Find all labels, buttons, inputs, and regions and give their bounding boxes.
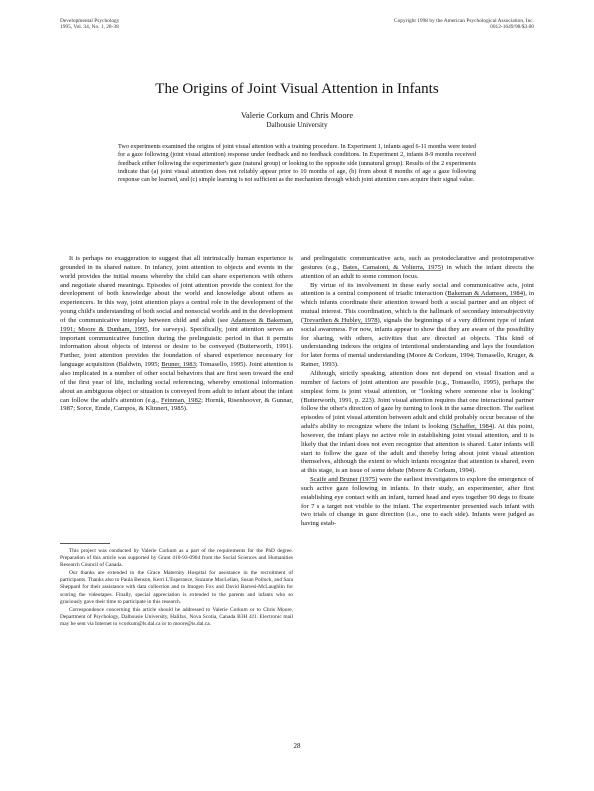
citation-link[interactable]: Adamson & Bakeman, 1991; Moore & Dunham, 1995	[60, 316, 294, 333]
abstract: Two experiments examined the origins of joint visual attention with a training procedure. In Experiment 1, infants aged 6-11 months were tested for a gaze following (joint visual attention) response under feedback and no feedback conditions. In Experiment 2, infants 8-9 months received feedback either following the experimenter's gaze (natural group) or looking to the opposite side (unnatural group). Results of the 2 experiments indicate that (a) joint visual attention does not reliably appear prior to 10 months of age, (b) from about 8 months of age a gaze following response can be learned, and (c) simple learning is not sufficient as the mechanism through which joint attention cues acquire their signal value.	[118, 143, 476, 183]
article-authors: Valerie Corkum and Chris Moore	[240, 111, 354, 120]
footnote: Correspondence concerning this article should be addressed to Valerie Corkum or to Chris Moore, Department of Psychology, Dalhousie University, Halifax, Nova Scotia, Canada B3H 4J1. Electronic mail may be sent via Internet to vcorkum@ls.dal.ca or to moore@is.dal.ca.	[60, 606, 293, 627]
body-paragraph: Although, strictly speaking, attention does not depend on visual fixation and a number of factors of joint attention are possible (e.g., Tomasello, 1995), perhaps the simplest form is joint visual attention, or "looking where someone else is looking" (Butterworth, 1991, p. 223). Joint visual attention requires that one interactional partner follow the other's direction of gaze by turning to look in the same direction. The earliest episodes of joint visual attention between adult and child probably occur because of the adult's ability to recognize where the infant is looking (Schaffer, 1984). At this point, however, the infant plays no active role in establishing joint visual attention, and it is likely that the infant does not even recognize that attention is shared. Later infants will start to follow the gaze of the adult and thereby bring about joint visual attention themselves, although the extent to which infants recognize that attention is shared, even at this stage, is an issue of some debate (Moore & Corkum, 1994).	[301, 369, 534, 475]
body-paragraph: Scaife and Bruner (1975) were the earliest investigators to explore the emergence of such active gaze following in infants. In their study, an experimenter, after first establishing eye contact with an infant, turned head and eyes together 90 degs to fixate for 7 s a target not visible to the infant. The experimenter presented each infant with two trials of change in gaze direction (i.e., one to each side). Infants were judged as having estab-	[301, 476, 534, 528]
footnote-divider	[60, 543, 110, 544]
journal-volume: 1995, Vol. 34, No. 1, 28-38	[60, 24, 119, 31]
body-column-left	[60, 255, 293, 414]
issn-line: 0012-1649/98/$3.00	[490, 24, 534, 31]
body-paragraph: By virtue of its involvement in these early social and communicative acts, joint attention is a central component of triadic interaction (Bakeman & Adamson, 1984), in which infants coordinate their attention toward both a social partner and an object of mutual interest. This coordination, which is the hallmark of secondary intersubjectivity (Trevarthen & Hubley, 1978), signals the beginnings of a very different type of infant social awareness. For now, infants appear to show that they are aware of the possibility for sharing, with others, activities that are directed at objects. This kind of understanding indexes the origins of intentional understanding and lays the foundation for later forms of mental understanding (Moore & Corkum, 1994; Tomasello, Kruger, & Ratner, 1993).	[301, 281, 534, 369]
citation-link[interactable]: Bakeman & Adamson, 1984	[447, 290, 524, 298]
article-title: The Origins of Joint Visual Attention in Infants	[155, 81, 439, 97]
citation-link[interactable]: Bruner, 1983	[161, 361, 196, 369]
copyright-line: Copyright 1998 by the American Psychological Association, Inc.	[394, 18, 534, 24]
body-paragraph: It is perhaps no exaggeration to suggest that all intrinsically human experience is grounded in its shared nature. In infancy, joint attention to objects and events in the world provides the initial means whereby the child can share experiences with others and negotiate shared meanings. Episodes of joint attention provide the context for the development of both knowledge about the world and knowledge about others as experiencers. In this way, joint attention plays a central role in the development of the young child's understanding of both social and nonsocial worlds and in the development of the communicative interplay between child and adult (see Adamson & Bakeman, 1991; Moore & Dunham, 1995, for surveys). Specifically, joint attention serves an important communicative function during the prelinguistic period in that it permits information about objects of interest or desire to be conveyed (Butterworth, 1991). Further, joint attention provides the foundation of shared experience necessary for language acquisition (Baldwin, 1995; Bruner, 1983; Tomasello, 1995). Joint attention is also implicated in a number of other social behaviors that are first seen toward the end of the first year of life, including social referencing, whereby emotional information about an ambiguous object or situation is conveyed from adult to infant about the infant can follow the adult's attention (e.g., Feinman, 1982; Hornik, Risenhoover, & Gunnar, 1987; Sorce, Emde, Campos, & Klinnert, 1985).	[60, 255, 294, 413]
citation-link[interactable]: Bates, Camaioni, & Volterra, 1975	[342, 263, 441, 271]
author-affiliation: Dalhousie University	[266, 121, 328, 129]
page-number: 28	[293, 742, 301, 750]
citation-link[interactable]: Feinman, 1982	[160, 396, 202, 404]
journal-header-right	[394, 18, 534, 31]
journal-header-left	[60, 18, 119, 31]
citation-link[interactable]: Trevarthen & Hubley, 1978	[303, 316, 378, 324]
body-paragraph: and prelinguistic communicative acts, such as protodeclarative and protoimperative gestures (e.g., Bates, Camaioni, & Volterra, 1975) in which the infant directs the attention of an adult to some common focus.	[301, 255, 534, 280]
footnote: This project was conducted by Valerie Corkum as a part of the requirements for the PhD degree. Preparation of this article was supported by Grant 410-93-0904 from the Social Sciences and Humanities Research Council of Canada.	[60, 548, 293, 569]
body-column-right	[301, 255, 534, 529]
journal-name: Developmental Psychology	[60, 18, 120, 24]
footnote: Our thanks are extended to the Grace Maternity Hospital for assistance in the recruitment of participants. Thanks also to Paula Benson, Kerri L'Esperance, Suzanne MacLellan, Susan Pollock, and Sara Sheppard for their assistance with data collection and to Imogen Fox and David Barresi-McLaughlin for scoring the videotapes. Finally, special appreciation is extended to the parents and infants who so graciously gave their time to participate in this research.	[60, 570, 293, 605]
citation-link[interactable]: Scaife and Bruner (1975)	[310, 476, 378, 484]
footnotes	[60, 548, 293, 629]
citation-link[interactable]: Schaffer, 1984	[453, 423, 493, 431]
